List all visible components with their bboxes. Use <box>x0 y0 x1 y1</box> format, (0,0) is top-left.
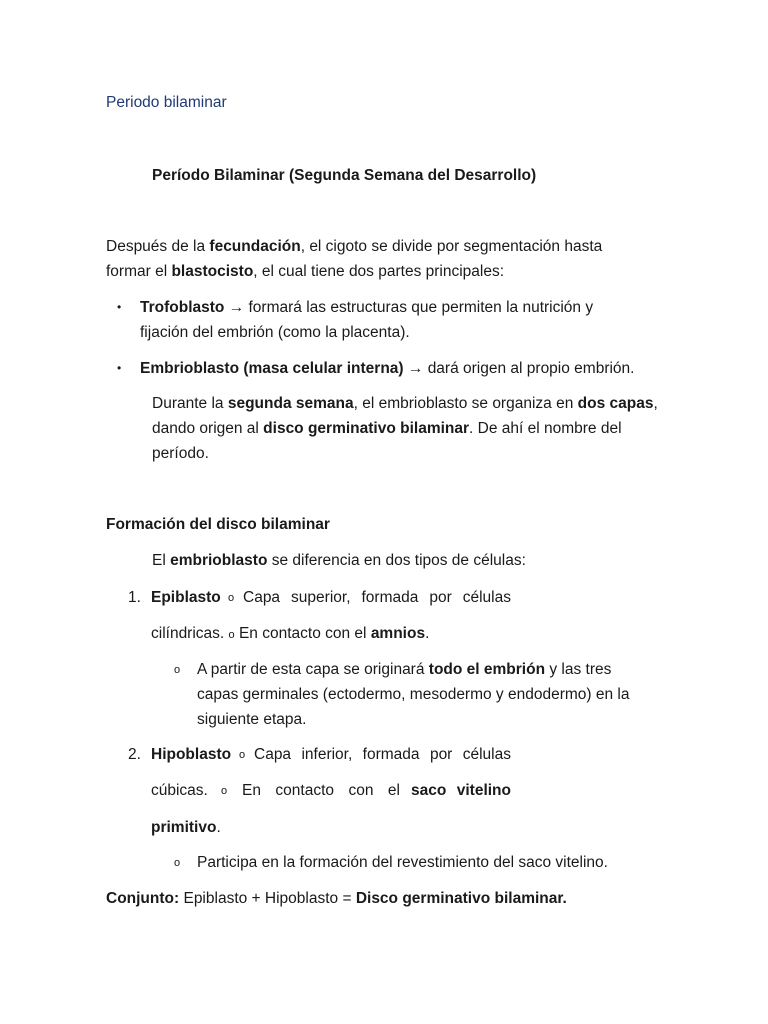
bullet-text: → formará las estructuras que permiten la nutrición y <box>224 299 594 316</box>
item-epiblasto-line2 <box>151 621 429 648</box>
week-text: Durante la <box>152 395 228 412</box>
item-hipoblasto-line3 <box>151 815 221 840</box>
item-hipoblasto-line2a: cúbicas. <box>151 782 208 799</box>
bullet-item-embrioblasto <box>140 356 634 381</box>
intro-text: , el cual tiene dos partes principales: <box>253 263 505 280</box>
item-epiblasto-line1: Capa superior, formada por células <box>243 589 511 606</box>
item-hipoblasto-line2b: En contacto con el <box>242 782 400 799</box>
item-hipoblasto-sub: Participa en la formación del revestimiento del saco vitelino. <box>197 854 608 871</box>
conclusion-label: Conjunto: <box>106 890 180 907</box>
section-bold: embrioblasto <box>170 552 268 569</box>
item-epiblasto-sub-line1 <box>197 657 611 682</box>
circle-bullet-icon: o <box>239 749 246 761</box>
circle-bullet-icon: o <box>228 629 235 641</box>
list-number: 1. <box>128 589 141 606</box>
bullet-item-trofoblasto <box>140 295 593 320</box>
item-text: cilíndricas. <box>151 625 229 642</box>
item-hipoblasto-title: Hipoblasto <box>151 746 232 763</box>
bullet-icon: • <box>117 361 122 375</box>
conclusion <box>106 886 567 911</box>
intro-line-1 <box>106 234 602 259</box>
intro-line-2 <box>106 259 504 284</box>
bullet-text: → dará origen al propio embrión. <box>403 360 635 377</box>
item-text: En contacto con el <box>238 625 371 642</box>
item-bold: todo el embrión <box>428 661 546 678</box>
intro-text: , el cigoto se divide por segmentación hasta <box>300 238 603 255</box>
item-text: . <box>425 625 430 642</box>
week-text: , <box>653 395 658 412</box>
week-line-3: período. <box>152 445 209 462</box>
item-hipoblasto-line1: Capa inferior, formada por células <box>254 746 511 763</box>
item-bold: amnios <box>370 625 426 642</box>
week-bold: segunda semana <box>227 395 354 412</box>
conclusion-text: Epiblasto + Hipoblasto = <box>179 890 356 907</box>
circle-bullet-icon: o <box>174 664 181 676</box>
intro-bold-blastocisto: blastocisto <box>171 263 254 280</box>
week-bold: dos capas <box>577 395 654 412</box>
week-line-2 <box>152 416 622 441</box>
circle-bullet-icon: o <box>228 592 235 604</box>
circle-bullet-icon: o <box>221 785 228 797</box>
item-epiblasto-sub-line3: siguiente etapa. <box>197 711 307 728</box>
bullet-bold: Embrioblasto (masa celular interna) <box>140 360 404 377</box>
section-text: se diferencia en dos tipos de células: <box>267 552 526 569</box>
item-text: A partir de esta capa se originará <box>197 661 429 678</box>
week-line-1 <box>152 391 658 416</box>
intro-text: Después de la <box>106 238 210 255</box>
list-number: 2. <box>128 746 141 763</box>
item-epiblasto-sub-line2: capas germinales (ectodermo, mesodermo y endodermo) en la <box>197 686 630 703</box>
document-heading: Periodo bilaminar <box>106 94 227 111</box>
week-text: . De ahí el nombre del <box>469 420 622 437</box>
item-hipoblasto-line2-bold: saco vitelino <box>411 782 511 799</box>
section-intro <box>152 548 526 573</box>
document-subtitle: Período Bilaminar (Segunda Semana del Desarrollo) <box>152 167 537 184</box>
item-text: . <box>216 819 221 836</box>
section-text: El <box>152 552 171 569</box>
week-text: dando origen al <box>152 420 264 437</box>
item-epiblasto-title: Epiblasto <box>151 589 221 606</box>
item-bold: primitivo <box>151 819 217 836</box>
week-text: , el embrioblasto se organiza en <box>353 395 578 412</box>
bullet-icon: • <box>117 300 122 314</box>
item-text: y las tres <box>545 661 612 678</box>
bullet-bold: Trofoblasto <box>140 299 225 316</box>
week-bold: disco germinativo bilaminar <box>263 420 470 437</box>
conclusion-bold: Disco germinativo bilaminar. <box>355 890 567 907</box>
bullet-item-trofoblasto-cont: fijación del embrión (como la placenta). <box>140 324 410 341</box>
intro-text: formar el <box>106 263 172 280</box>
intro-bold-fecundacion: fecundación <box>209 238 301 255</box>
section-heading: Formación del disco bilaminar <box>106 516 330 533</box>
circle-bullet-icon: o <box>174 857 181 869</box>
